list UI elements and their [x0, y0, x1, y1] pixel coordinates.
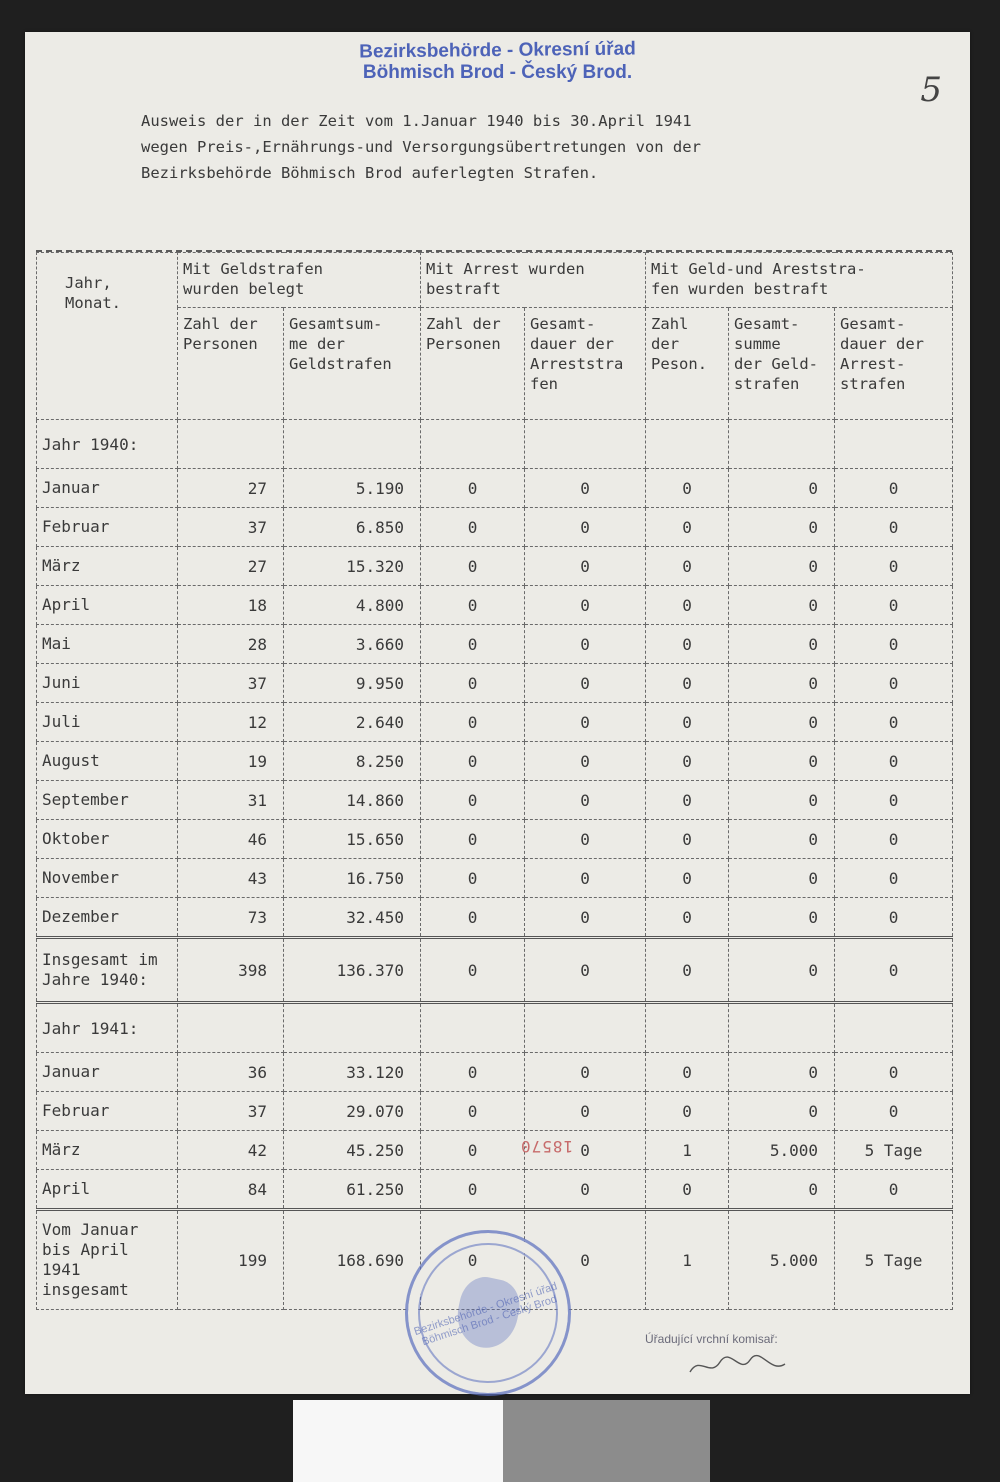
- cell-value: 0: [835, 508, 953, 547]
- cell-value: 5 Tage: [835, 1131, 953, 1170]
- cell-value: 15.320: [284, 547, 421, 586]
- cell-value: 0: [421, 1131, 525, 1170]
- cell-value: 0: [525, 547, 646, 586]
- table-row: [37, 547, 953, 586]
- row-label: Juni: [37, 664, 178, 703]
- table-row: [37, 664, 953, 703]
- cell-value: 0: [729, 742, 835, 781]
- table-row: [37, 625, 953, 664]
- table-row: [37, 469, 953, 508]
- cell-value: 0: [835, 781, 953, 820]
- row-label: März: [37, 1131, 178, 1170]
- stamp-line-1: Bezirksbehörde - Okresní úřad: [359, 38, 636, 63]
- table-row: [37, 781, 953, 820]
- cell-value: 0: [835, 898, 953, 938]
- cell-value: 0: [421, 938, 525, 1003]
- cell-value: 0: [729, 469, 835, 508]
- row-label: Insgesamt im Jahre 1940:: [37, 938, 178, 1003]
- table-row: [37, 508, 953, 547]
- row-label: November: [37, 859, 178, 898]
- empty-cell: [178, 420, 284, 469]
- cell-value: 1: [646, 1131, 729, 1170]
- cell-value: 0: [525, 938, 646, 1003]
- cell-value: 0: [835, 820, 953, 859]
- empty-cell: [178, 1003, 284, 1053]
- cell-value: 0: [729, 508, 835, 547]
- subheader-4: Zahl der Peson.: [646, 308, 729, 420]
- penalty-table: [36, 252, 953, 1310]
- scan-strip-white: [293, 1400, 503, 1482]
- cell-value: 0: [835, 859, 953, 898]
- cell-value: 0: [646, 508, 729, 547]
- cell-value: 12: [178, 703, 284, 742]
- cell-value: 84: [178, 1170, 284, 1210]
- cell-value: 0: [525, 1131, 646, 1170]
- empty-cell: [284, 420, 421, 469]
- cell-value: 0: [525, 469, 646, 508]
- cell-value: 0: [421, 1210, 525, 1310]
- cell-value: 0: [835, 703, 953, 742]
- cell-value: 27: [178, 469, 284, 508]
- cell-value: 37: [178, 1092, 284, 1131]
- header-group-arrest: Mit Arrest wurden bestraft: [421, 253, 646, 308]
- page-number: 5: [920, 70, 942, 110]
- cell-value: 19: [178, 742, 284, 781]
- cell-value: 6.850: [284, 508, 421, 547]
- cell-value: 0: [729, 938, 835, 1003]
- cell-value: 0: [421, 1170, 525, 1210]
- cell-value: 31: [178, 781, 284, 820]
- cell-value: 46: [178, 820, 284, 859]
- cell-value: 18: [178, 586, 284, 625]
- cell-value: 0: [835, 664, 953, 703]
- cell-value: 0: [525, 1053, 646, 1092]
- cell-value: 45.250: [284, 1131, 421, 1170]
- cell-value: 37: [178, 508, 284, 547]
- cell-value: 0: [729, 1092, 835, 1131]
- row-label: August: [37, 742, 178, 781]
- cell-value: 5.190: [284, 469, 421, 508]
- cell-value: 0: [835, 586, 953, 625]
- cell-value: 15.650: [284, 820, 421, 859]
- table-row: [37, 1131, 953, 1170]
- cell-value: 0: [421, 586, 525, 625]
- cell-value: 1: [646, 1210, 729, 1310]
- cell-value: 398: [178, 938, 284, 1003]
- cell-value: 0: [525, 586, 646, 625]
- cell-value: 0: [646, 586, 729, 625]
- cell-value: 0: [525, 820, 646, 859]
- empty-cell: [525, 1003, 646, 1053]
- table-row: [37, 859, 953, 898]
- row-label: September: [37, 781, 178, 820]
- row-label: April: [37, 1170, 178, 1210]
- cell-value: 0: [525, 1092, 646, 1131]
- cell-value: 37: [178, 664, 284, 703]
- scan-strip-grey: [503, 1400, 710, 1482]
- cell-value: 73: [178, 898, 284, 938]
- cell-value: 16.750: [284, 859, 421, 898]
- document-page: [25, 32, 970, 1394]
- cell-value: 0: [525, 742, 646, 781]
- cell-value: 0: [729, 898, 835, 938]
- table-body: [37, 420, 953, 1310]
- cell-value: 0: [729, 1053, 835, 1092]
- cell-value: 0: [646, 703, 729, 742]
- cell-value: 0: [646, 938, 729, 1003]
- cell-value: 5.000: [729, 1131, 835, 1170]
- empty-cell: [646, 420, 729, 469]
- cell-value: 5.000: [729, 1210, 835, 1310]
- cell-value: 0: [646, 1053, 729, 1092]
- table-row: [37, 938, 953, 1003]
- cell-value: 0: [421, 703, 525, 742]
- section-label: Jahr 1941:: [37, 1003, 178, 1053]
- row-label: Februar: [37, 1092, 178, 1131]
- cell-value: 8.250: [284, 742, 421, 781]
- cell-value: 0: [646, 742, 729, 781]
- empty-cell: [646, 1003, 729, 1053]
- empty-cell: [729, 420, 835, 469]
- cell-value: 0: [729, 664, 835, 703]
- cell-value: 0: [525, 508, 646, 547]
- signature-label: Úřadující vrchní komisař:: [645, 1332, 778, 1346]
- empty-cell: [284, 1003, 421, 1053]
- cell-value: 0: [835, 742, 953, 781]
- seal-text: Bezirksbehörde - Okresní úřad Böhmisch Brod - Český Brod: [412, 1280, 559, 1349]
- empty-cell: [835, 420, 953, 469]
- cell-value: 0: [646, 664, 729, 703]
- cell-value: 0: [525, 703, 646, 742]
- cell-value: 5 Tage: [835, 1210, 953, 1310]
- table-row: [37, 898, 953, 938]
- cell-value: 0: [525, 625, 646, 664]
- cell-value: 0: [835, 625, 953, 664]
- table-row: [37, 703, 953, 742]
- header-group-both: Mit Geld-und Areststra- fen wurden bestraft: [646, 253, 953, 308]
- cell-value: 0: [525, 781, 646, 820]
- cell-value: 2.640: [284, 703, 421, 742]
- cell-value: 0: [646, 547, 729, 586]
- cell-value: 0: [421, 781, 525, 820]
- header-month: Jahr, Monat.: [37, 253, 178, 420]
- cell-value: 0: [646, 1092, 729, 1131]
- row-label: Januar: [37, 1053, 178, 1092]
- cell-value: 0: [421, 1092, 525, 1131]
- subheader-6: Gesamt- dauer der Arrest- strafen: [835, 308, 953, 420]
- table-row: [37, 742, 953, 781]
- cell-value: 0: [421, 469, 525, 508]
- red-stamped-number: 18570: [520, 1137, 574, 1156]
- cell-value: 9.950: [284, 664, 421, 703]
- document-intro: Ausweis der in der Zeit vom 1.Januar 1940 bis 30.April 1941 wegen Preis-,Ernährungs-und Versorgungsübertretungen von der Bezirksbehörde Böhmisch Brod auferlegten Strafen.: [141, 112, 701, 182]
- cell-value: 0: [421, 859, 525, 898]
- handwritten-signature: [685, 1350, 795, 1380]
- cell-value: 136.370: [284, 938, 421, 1003]
- cell-value: 0: [729, 820, 835, 859]
- cell-value: 14.860: [284, 781, 421, 820]
- stamp-line-2: Böhmisch Brod - Český Brod.: [362, 62, 633, 83]
- cell-value: 0: [646, 625, 729, 664]
- table-row: [37, 586, 953, 625]
- cell-value: 29.070: [284, 1092, 421, 1131]
- cell-value: 0: [835, 1092, 953, 1131]
- cell-value: 0: [421, 625, 525, 664]
- cell-value: 0: [835, 469, 953, 508]
- cell-value: 3.660: [284, 625, 421, 664]
- empty-cell: [421, 1003, 525, 1053]
- section-label: Jahr 1940:: [37, 420, 178, 469]
- row-label: Februar: [37, 508, 178, 547]
- cell-value: 0: [729, 625, 835, 664]
- header-group-geld: Mit Geldstrafen wurden belegt: [178, 253, 421, 308]
- cell-value: 27: [178, 547, 284, 586]
- cell-value: 43: [178, 859, 284, 898]
- row-label: Juli: [37, 703, 178, 742]
- cell-value: 0: [835, 1170, 953, 1210]
- table-row: [37, 1170, 953, 1210]
- subheader-1: Gesamtsum- me der Geldstrafen: [284, 308, 421, 420]
- cell-value: 0: [729, 586, 835, 625]
- cell-value: 0: [421, 508, 525, 547]
- cell-value: 0: [646, 1170, 729, 1210]
- cell-value: 36: [178, 1053, 284, 1092]
- cell-value: 0: [835, 938, 953, 1003]
- empty-cell: [729, 1003, 835, 1053]
- row-label: Dezember: [37, 898, 178, 938]
- cell-value: 0: [525, 898, 646, 938]
- row-label: Mai: [37, 625, 178, 664]
- cell-value: 0: [525, 1210, 646, 1310]
- cell-value: 0: [646, 781, 729, 820]
- cell-value: 0: [646, 898, 729, 938]
- cell-value: 0: [729, 781, 835, 820]
- subheader-0: Zahl der Personen: [178, 308, 284, 420]
- cell-value: 0: [421, 742, 525, 781]
- table-row: [37, 1092, 953, 1131]
- empty-cell: [525, 420, 646, 469]
- row-label: Oktober: [37, 820, 178, 859]
- cell-value: 0: [525, 664, 646, 703]
- row-label: Januar: [37, 469, 178, 508]
- cell-value: 0: [421, 664, 525, 703]
- row-label: April: [37, 586, 178, 625]
- subheader-5: Gesamt- summe der Geld- strafen: [729, 308, 835, 420]
- cell-value: 0: [835, 547, 953, 586]
- cell-value: 0: [729, 703, 835, 742]
- subheader-3: Gesamt- dauer der Arreststra fen: [525, 308, 646, 420]
- empty-cell: [835, 1003, 953, 1053]
- cell-value: 0: [646, 820, 729, 859]
- table-row: [37, 820, 953, 859]
- cell-value: 42: [178, 1131, 284, 1170]
- cell-value: 0: [646, 469, 729, 508]
- penalty-table-wrapper: [36, 250, 952, 1327]
- cell-value: 32.450: [284, 898, 421, 938]
- cell-value: 0: [835, 1053, 953, 1092]
- row-label: Vom Januar bis April 1941 insgesamt: [37, 1210, 178, 1310]
- row-label: März: [37, 547, 178, 586]
- cell-value: 199: [178, 1210, 284, 1310]
- cell-value: 0: [421, 1053, 525, 1092]
- cell-value: 0: [729, 859, 835, 898]
- empty-cell: [421, 420, 525, 469]
- section-row: [37, 1003, 953, 1053]
- cell-value: 0: [729, 1170, 835, 1210]
- cell-value: 4.800: [284, 586, 421, 625]
- cell-value: 0: [729, 547, 835, 586]
- cell-value: 0: [525, 1170, 646, 1210]
- table-row: [37, 1053, 953, 1092]
- cell-value: 28: [178, 625, 284, 664]
- cell-value: 61.250: [284, 1170, 421, 1210]
- section-row: [37, 420, 953, 469]
- cell-value: 33.120: [284, 1053, 421, 1092]
- cell-value: 0: [646, 859, 729, 898]
- cell-value: 0: [421, 820, 525, 859]
- cell-value: 0: [421, 898, 525, 938]
- subheader-2: Zahl der Personen: [421, 308, 525, 420]
- cell-value: 0: [525, 859, 646, 898]
- cell-value: 168.690: [284, 1210, 421, 1310]
- authority-stamp-header: [25, 40, 970, 84]
- cell-value: 0: [421, 547, 525, 586]
